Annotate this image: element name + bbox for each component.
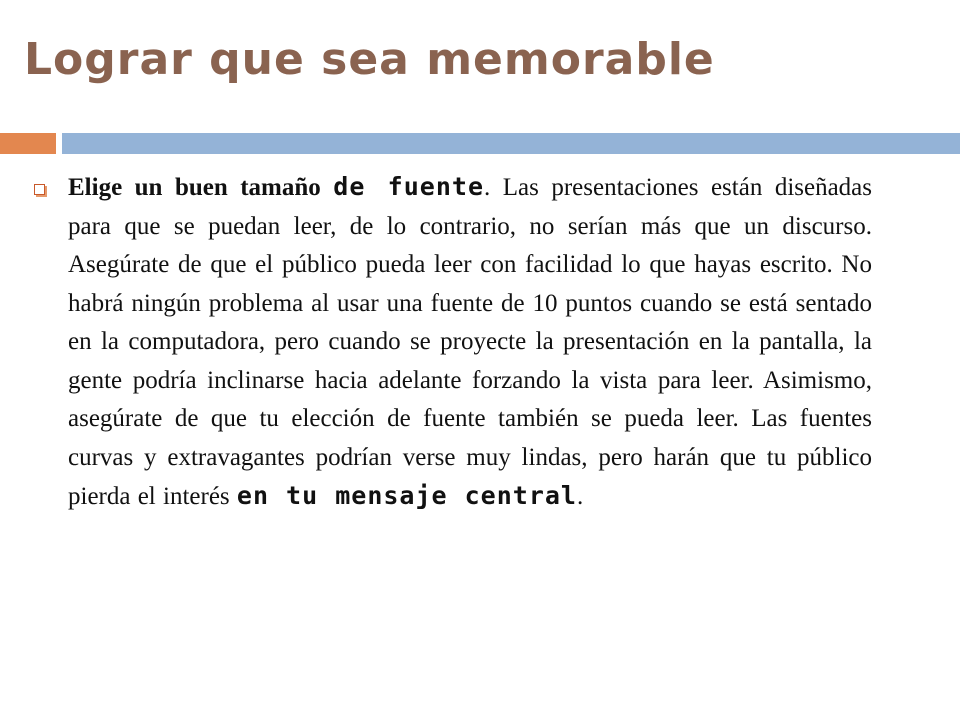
bullet-paragraph: [68, 168, 872, 517]
bullet-body-text: . Las presentaciones están diseñadas para que se puedan leer, de lo contrario, no serían más que un discurso. Asegúrate de que el público pueda leer con facilidad lo que hayas escrito. No habrá ningún problema al usar una fuente de 10 puntos cuando se está sentado en la computadora, pero cuando se proyecte la presentación en la pantalla, la gente podría inclinarse hacia adelante forzando la vista para leer. Asimismo, asegúrate de que tu elección de fuente también se pueda leer. Las fuentes curvas y extravagantes podrían verse muy lindas, pero harán que tu público pierda el interés: [68, 174, 873, 510]
bullet-lead-glyph-text: de fuente: [333, 172, 484, 201]
bullet-tail-glyph-text: en tu mensaje central: [236, 481, 577, 510]
square-bullet-icon: [34, 184, 45, 195]
accent-rule-blue: [62, 133, 960, 154]
accent-rule-orange: [0, 133, 56, 154]
slide-title: Lograr que sea memorable: [24, 34, 715, 85]
bullet-item: [0, 168, 872, 517]
bullet-list: [0, 168, 872, 517]
bullet-lead-bold: Elige un buen tamaño: [68, 174, 321, 201]
bullet-tail-period: .: [576, 483, 584, 510]
